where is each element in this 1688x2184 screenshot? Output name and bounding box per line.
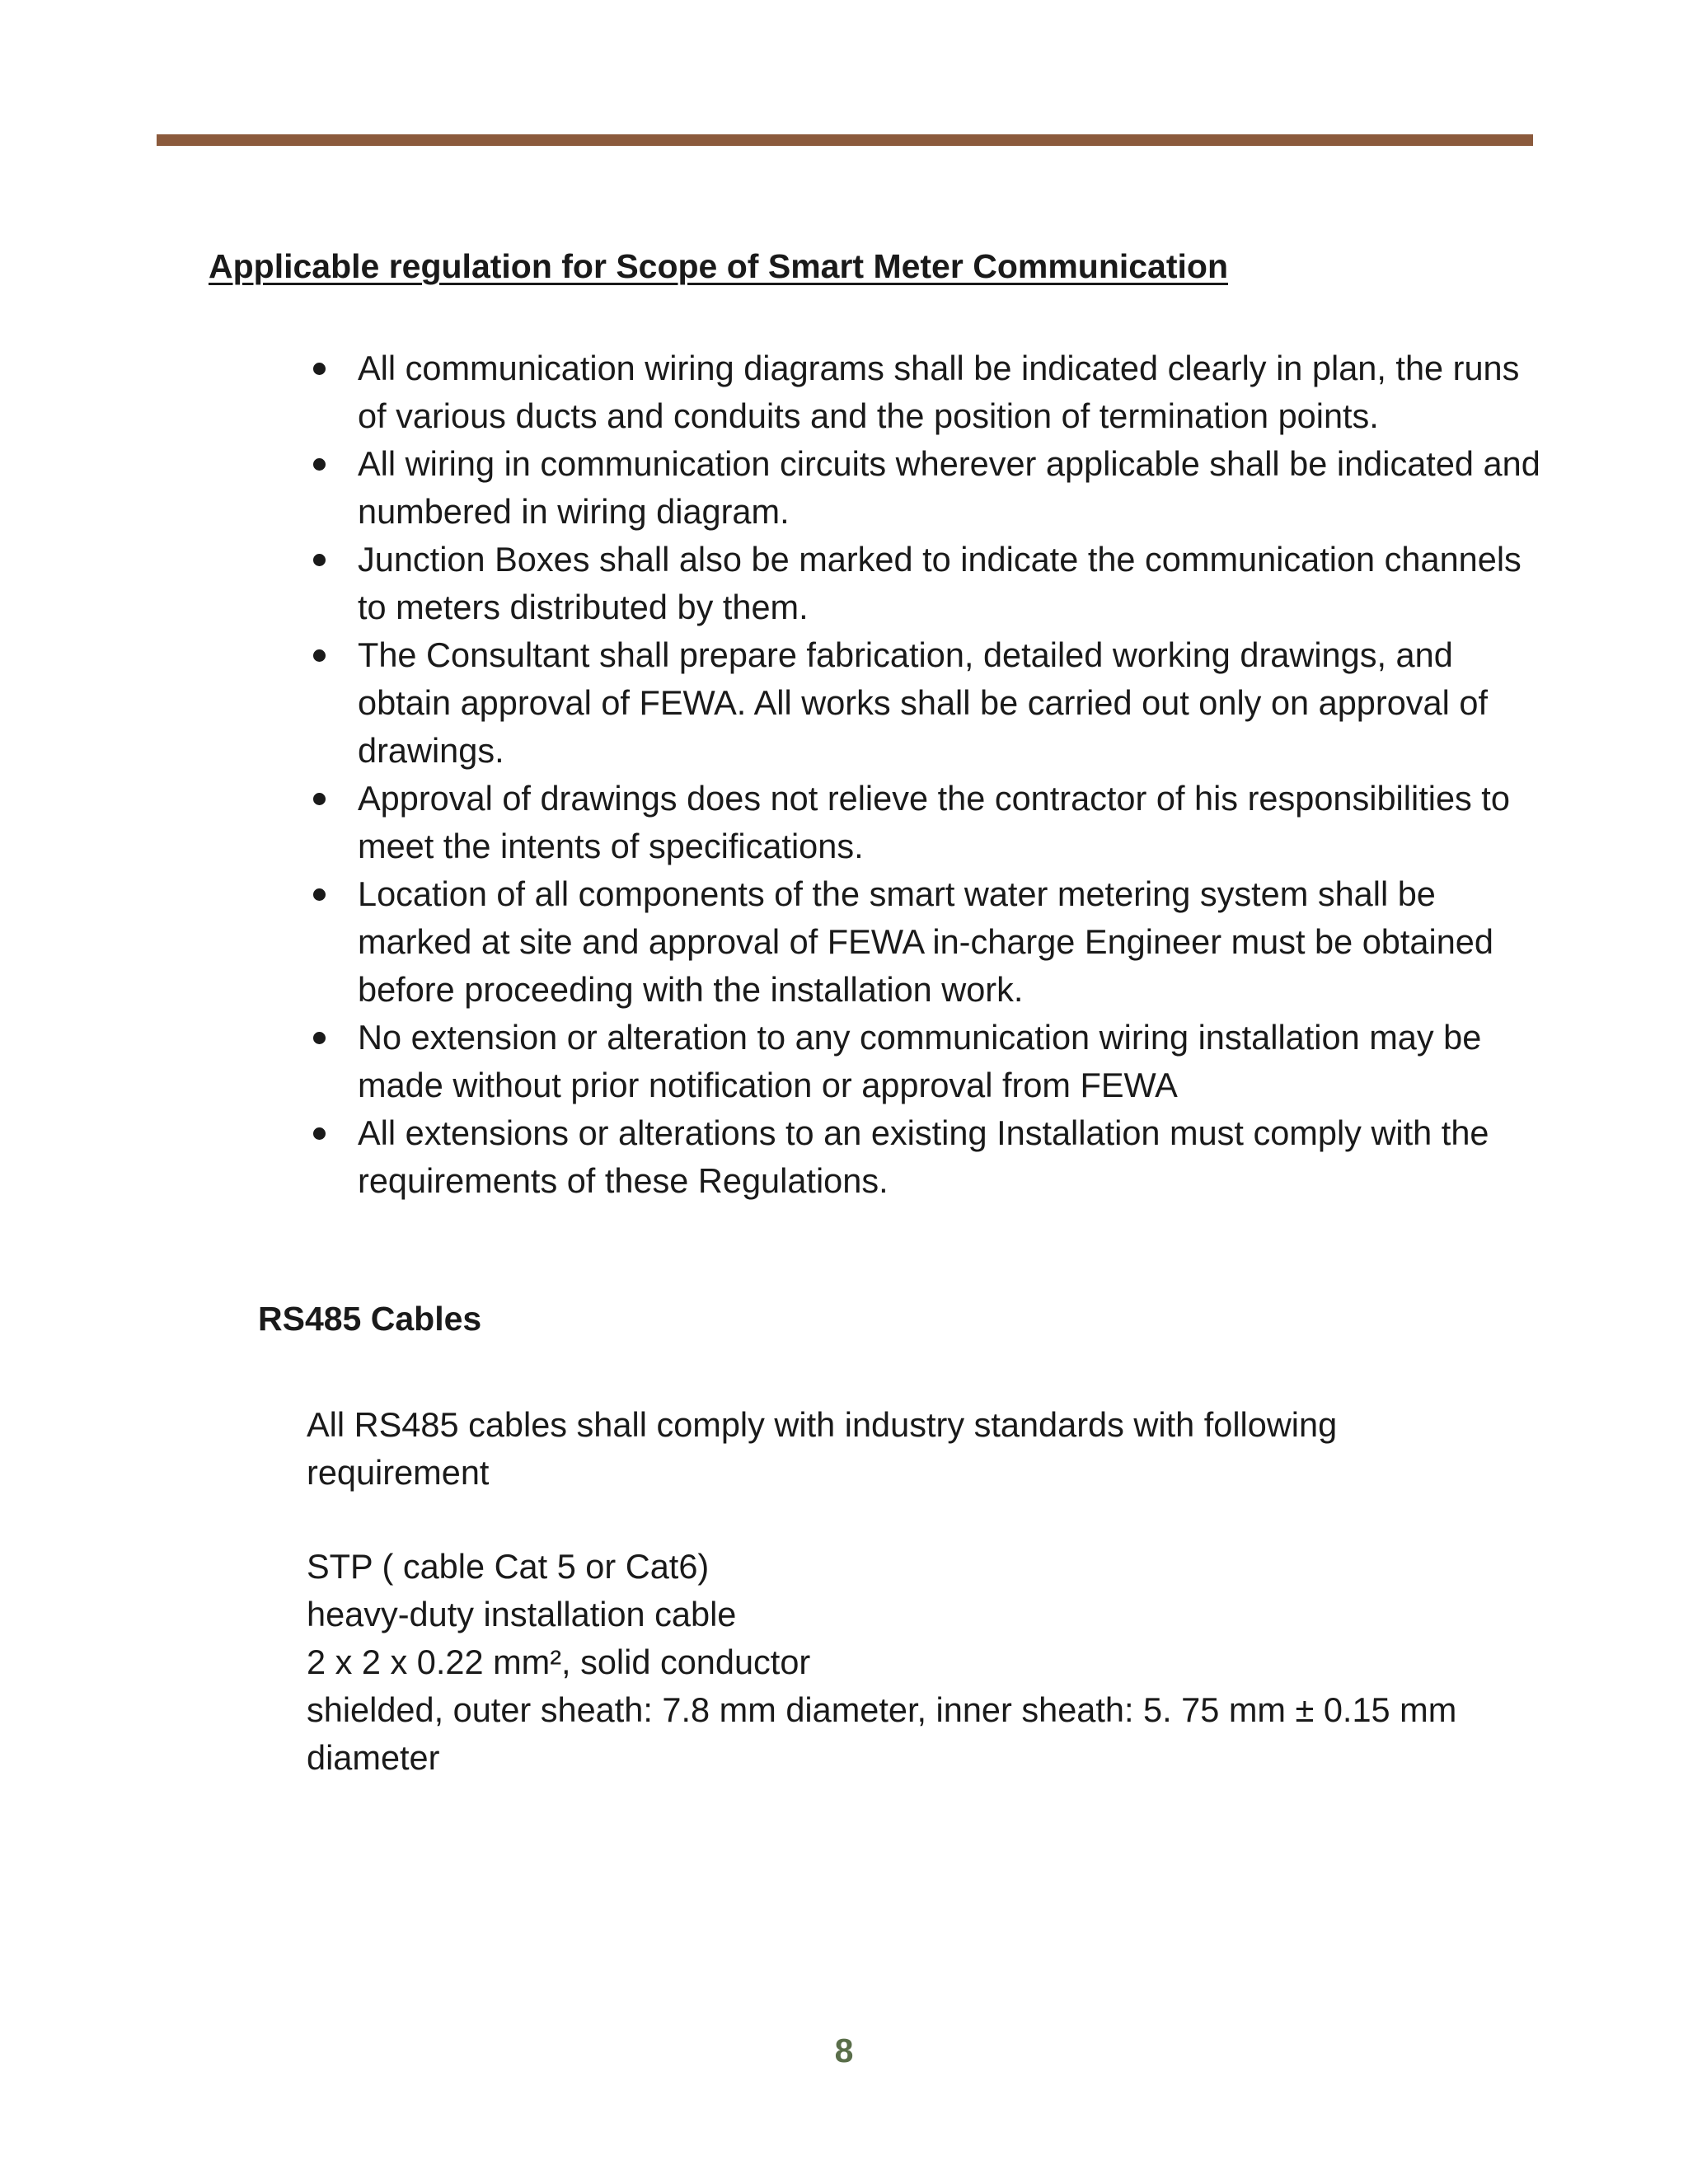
list-item: Location of all components of the smart water metering system shall be marked at site and approval of FEWA in-charge Engineer must be obtained before proceeding with the installation work.: [307, 870, 1543, 1014]
rs485-intro: All RS485 cables shall comply with industry standards with following requirement: [307, 1405, 1338, 1492]
list-item: No extension or alteration to any communication wiring installation may be made without prior notification or approval from FEWA: [307, 1014, 1543, 1109]
spec-line: shielded, outer sheath: 7.8 mm diameter, inner sheath: 5. 75 mm ± 0.15 mm diameter: [307, 1690, 1457, 1777]
list-item: All extensions or alterations to an existing Installation must comply with the requirements of these Regulations.: [307, 1109, 1543, 1205]
rs485-heading: RS485 Cables: [258, 1300, 482, 1338]
list-item: All wiring in communication circuits wherever applicable shall be indicated and numbered in wiring diagram.: [307, 440, 1543, 536]
page-number: 8: [834, 2032, 854, 2069]
list-item: The Consultant shall prepare fabrication, detailed working drawings, and obtain approval of FEWA. All works shall be carried out only on approval of drawings.: [307, 631, 1543, 775]
list-item: All communication wiring diagrams shall be indicated clearly in plan, the runs of various ducts and conduits and the position of termination points.: [307, 344, 1543, 440]
header-rule: [157, 134, 1533, 146]
regulation-list: [307, 344, 1543, 1205]
spec-line: STP ( cable Cat 5 or Cat6): [307, 1547, 710, 1586]
rs485-spec-list: [307, 1543, 1526, 1782]
spec-line: heavy-duty installation cable: [307, 1595, 737, 1633]
section-heading: Applicable regulation for Scope of Smart Meter Communication: [209, 247, 1228, 285]
list-item: Approval of drawings does not relieve the contractor of his responsibilities to meet the intents of specifications.: [307, 775, 1543, 870]
list-item: Junction Boxes shall also be marked to indicate the communication channels to meters distributed by them.: [307, 536, 1543, 631]
spec-line: 2 x 2 x 0.22 mm², solid conductor: [307, 1643, 811, 1681]
